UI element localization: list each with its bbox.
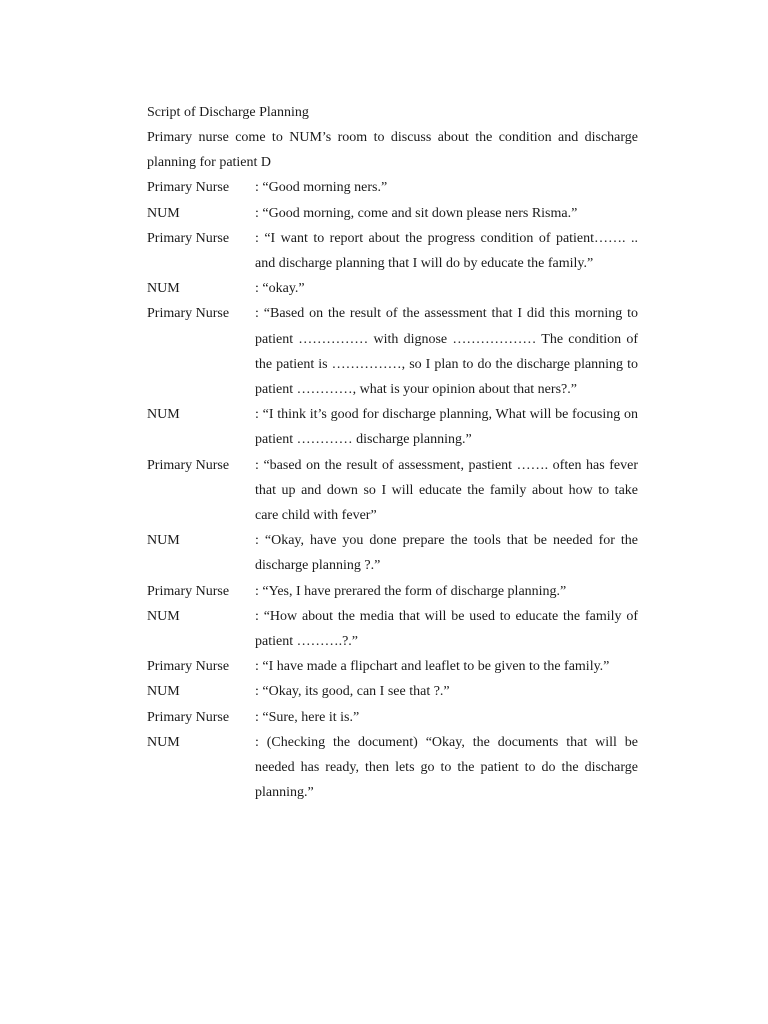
speaker-label: Primary Nurse — [147, 659, 230, 675]
speaker-label: Primary Nurse — [147, 230, 230, 246]
dialogue-text: : “Based on the result of the assessment that I did this morning to patient …………… with dignose ……………… The condition of the patient is ……………, so I plan to do the discharge planning to patient …………, what is your opinion about that ners?.” — [255, 306, 638, 398]
dialogue-line — [147, 402, 638, 452]
dialogue-text: : “I want to report about the progress condition of patient……. .. and discharge planning that I will do by educate the family.” — [255, 230, 638, 272]
speaker-label: NUM — [147, 533, 180, 549]
speaker-label: Primary Nurse — [147, 306, 230, 322]
dialogue-text: : “okay.” — [255, 281, 305, 297]
speaker-label: NUM — [147, 205, 180, 221]
dialogue-line — [147, 226, 638, 276]
dialogue-text: : “based on the result of assessment, pastient ……. often has fever that up and down so I will educate the family about how to take care child with fever” — [255, 457, 638, 524]
dialogue-line — [147, 175, 638, 200]
dialogue-line — [147, 654, 638, 679]
intro-paragraph: Primary nurse come to NUM’s room to discuss about the condition and discharge planning for patient D — [147, 130, 638, 171]
speaker-label: Primary Nurse — [147, 457, 230, 473]
dialogue-line — [147, 528, 638, 578]
dialogue-text: : “How about the media that will be used to educate the family of patient ……….?.” — [255, 608, 638, 650]
speaker-label: NUM — [147, 281, 180, 297]
speaker-label: NUM — [147, 407, 180, 423]
dialogue-text: : “I have made a flipchart and leaflet to be given to the family.” — [255, 659, 610, 675]
speaker-label: NUM — [147, 684, 180, 700]
dialogue-line — [147, 301, 638, 402]
dialogue-text: : “Yes, I have prerared the form of discharge planning.” — [255, 583, 567, 599]
speaker-label: NUM — [147, 734, 180, 750]
speaker-label: NUM — [147, 608, 180, 624]
speaker-label: Primary Nurse — [147, 180, 230, 196]
speaker-label: Primary Nurse — [147, 709, 230, 725]
dialogue-text: : “Okay, its good, can I see that ?.” — [255, 684, 450, 700]
document-page — [147, 100, 638, 805]
dialogue-text: : “I think it’s good for discharge planning, What will be focusing on patient ………… discharge planning.” — [255, 407, 638, 448]
dialogue-line — [147, 604, 638, 654]
document-title: Script of Discharge Planning — [147, 105, 309, 120]
dialogue-line — [147, 276, 638, 301]
dialogue-line — [147, 679, 638, 704]
speaker-label: Primary Nurse — [147, 583, 230, 599]
dialogue-text: : “Good morning ners.” — [255, 180, 388, 196]
dialogue-text: : “Sure, here it is.” — [255, 709, 360, 725]
dialogue-line — [147, 579, 638, 604]
dialogue-text: : “Okay, have you done prepare the tools that be needed for the discharge planning ?.” — [255, 533, 638, 574]
dialogue-line — [147, 705, 638, 730]
dialogue-line — [147, 730, 638, 806]
dialogue-line — [147, 453, 638, 529]
dialogue-text: : “Good morning, come and sit down please ners Risma.” — [255, 205, 578, 221]
dialogue-line — [147, 201, 638, 226]
dialogue-text: : (Checking the document) “Okay, the documents that will be needed has ready, then lets go to the patient to do the discharge planning.” — [255, 734, 638, 801]
